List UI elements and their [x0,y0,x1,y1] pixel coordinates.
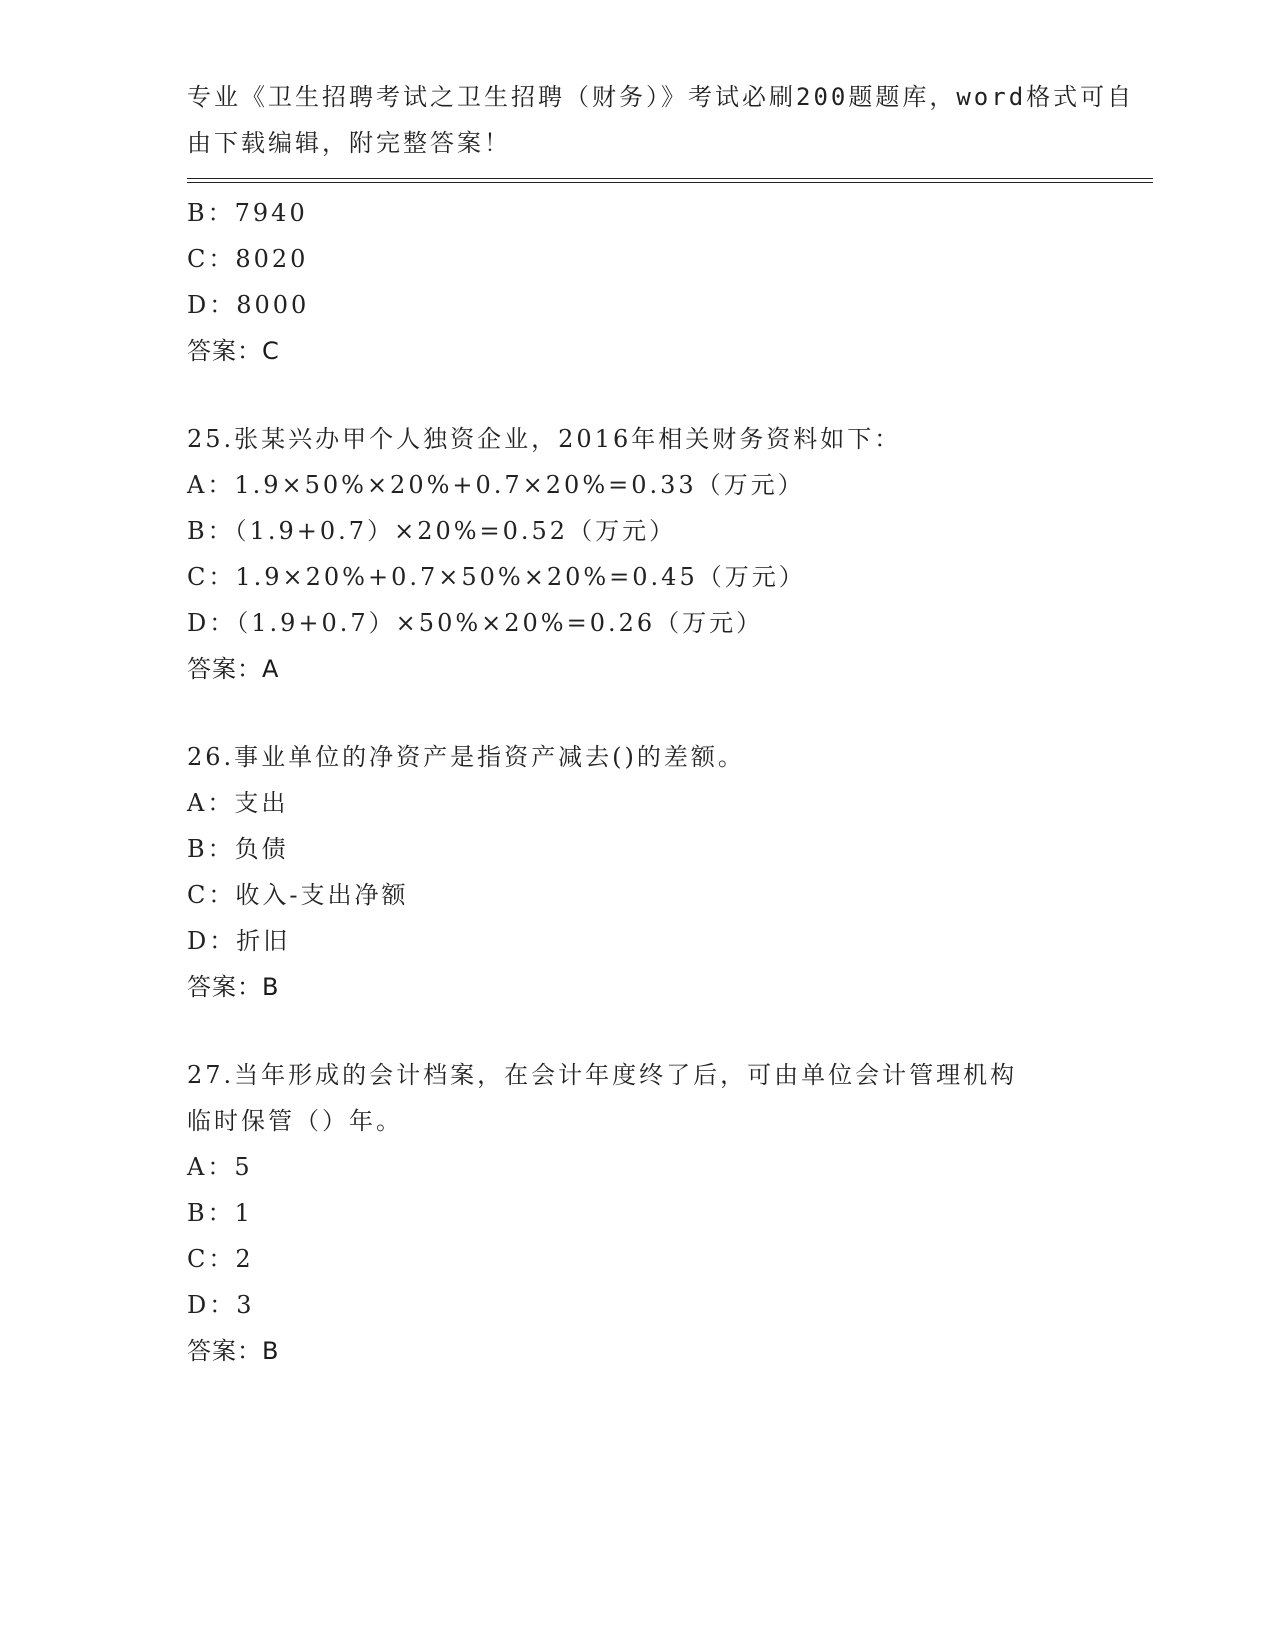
block-spacer [187,374,1087,416]
option-c: C：8020 [187,245,309,273]
block-spacer [187,1010,1087,1052]
option-c: C：2 [187,1245,254,1273]
question-block-26 [187,734,1087,1010]
question-block-25 [187,416,1087,692]
answer-label: 答案：A [187,655,280,683]
option-a: A：5 [187,1153,253,1181]
option-c: C：收入-支出净额 [187,881,409,909]
option-b: B：负债 [187,835,289,863]
question-text-line-1: 27.当年形成的会计档案，在会计年度终了后，可由单位会计管理机构 [187,1061,1018,1089]
option-b: B：7940 [187,199,308,227]
question-list [187,190,1087,1374]
question-block-27 [187,1052,1087,1374]
question-text: 25.张某兴办甲个人独资企业，2016年相关财务资料如下： [187,425,902,453]
header-line-1: 专业《卫生招聘考试之卫生招聘（财务）》考试必刷200题题库，word格式可自 [187,83,1135,111]
question-text: 26.事业单位的净资产是指资产减去()的差额。 [187,743,745,771]
block-spacer [187,692,1087,734]
option-d: D：3 [187,1291,255,1319]
answer-label: 答案：B [187,973,280,1001]
answer-label: 答案：B [187,1337,280,1365]
question-text-line-2: 临时保管（）年。 [187,1107,403,1135]
option-b: B：（1.9+0.7）×20%=0.52（万元） [187,517,677,545]
header-divider-top [187,178,1153,179]
answer-label: 答案：C [187,337,280,365]
header-line-2: 由下载编辑，附完整答案！ [187,129,511,157]
question-block-24 [187,190,1087,374]
option-a: A：支出 [187,789,289,817]
option-d: D：（1.9+0.7）×50%×20%=0.26（万元） [187,609,764,637]
option-c: C：1.9×20%+0.7×50%×20%=0.45（万元） [187,563,806,591]
option-b: B：1 [187,1199,253,1227]
option-d: D：8000 [187,291,310,319]
document-header [187,74,1135,166]
header-divider-bottom [187,182,1153,183]
option-a: A：1.9×50%×20%+0.7×20%=0.33（万元） [187,471,805,499]
option-d: D：折旧 [187,927,291,955]
